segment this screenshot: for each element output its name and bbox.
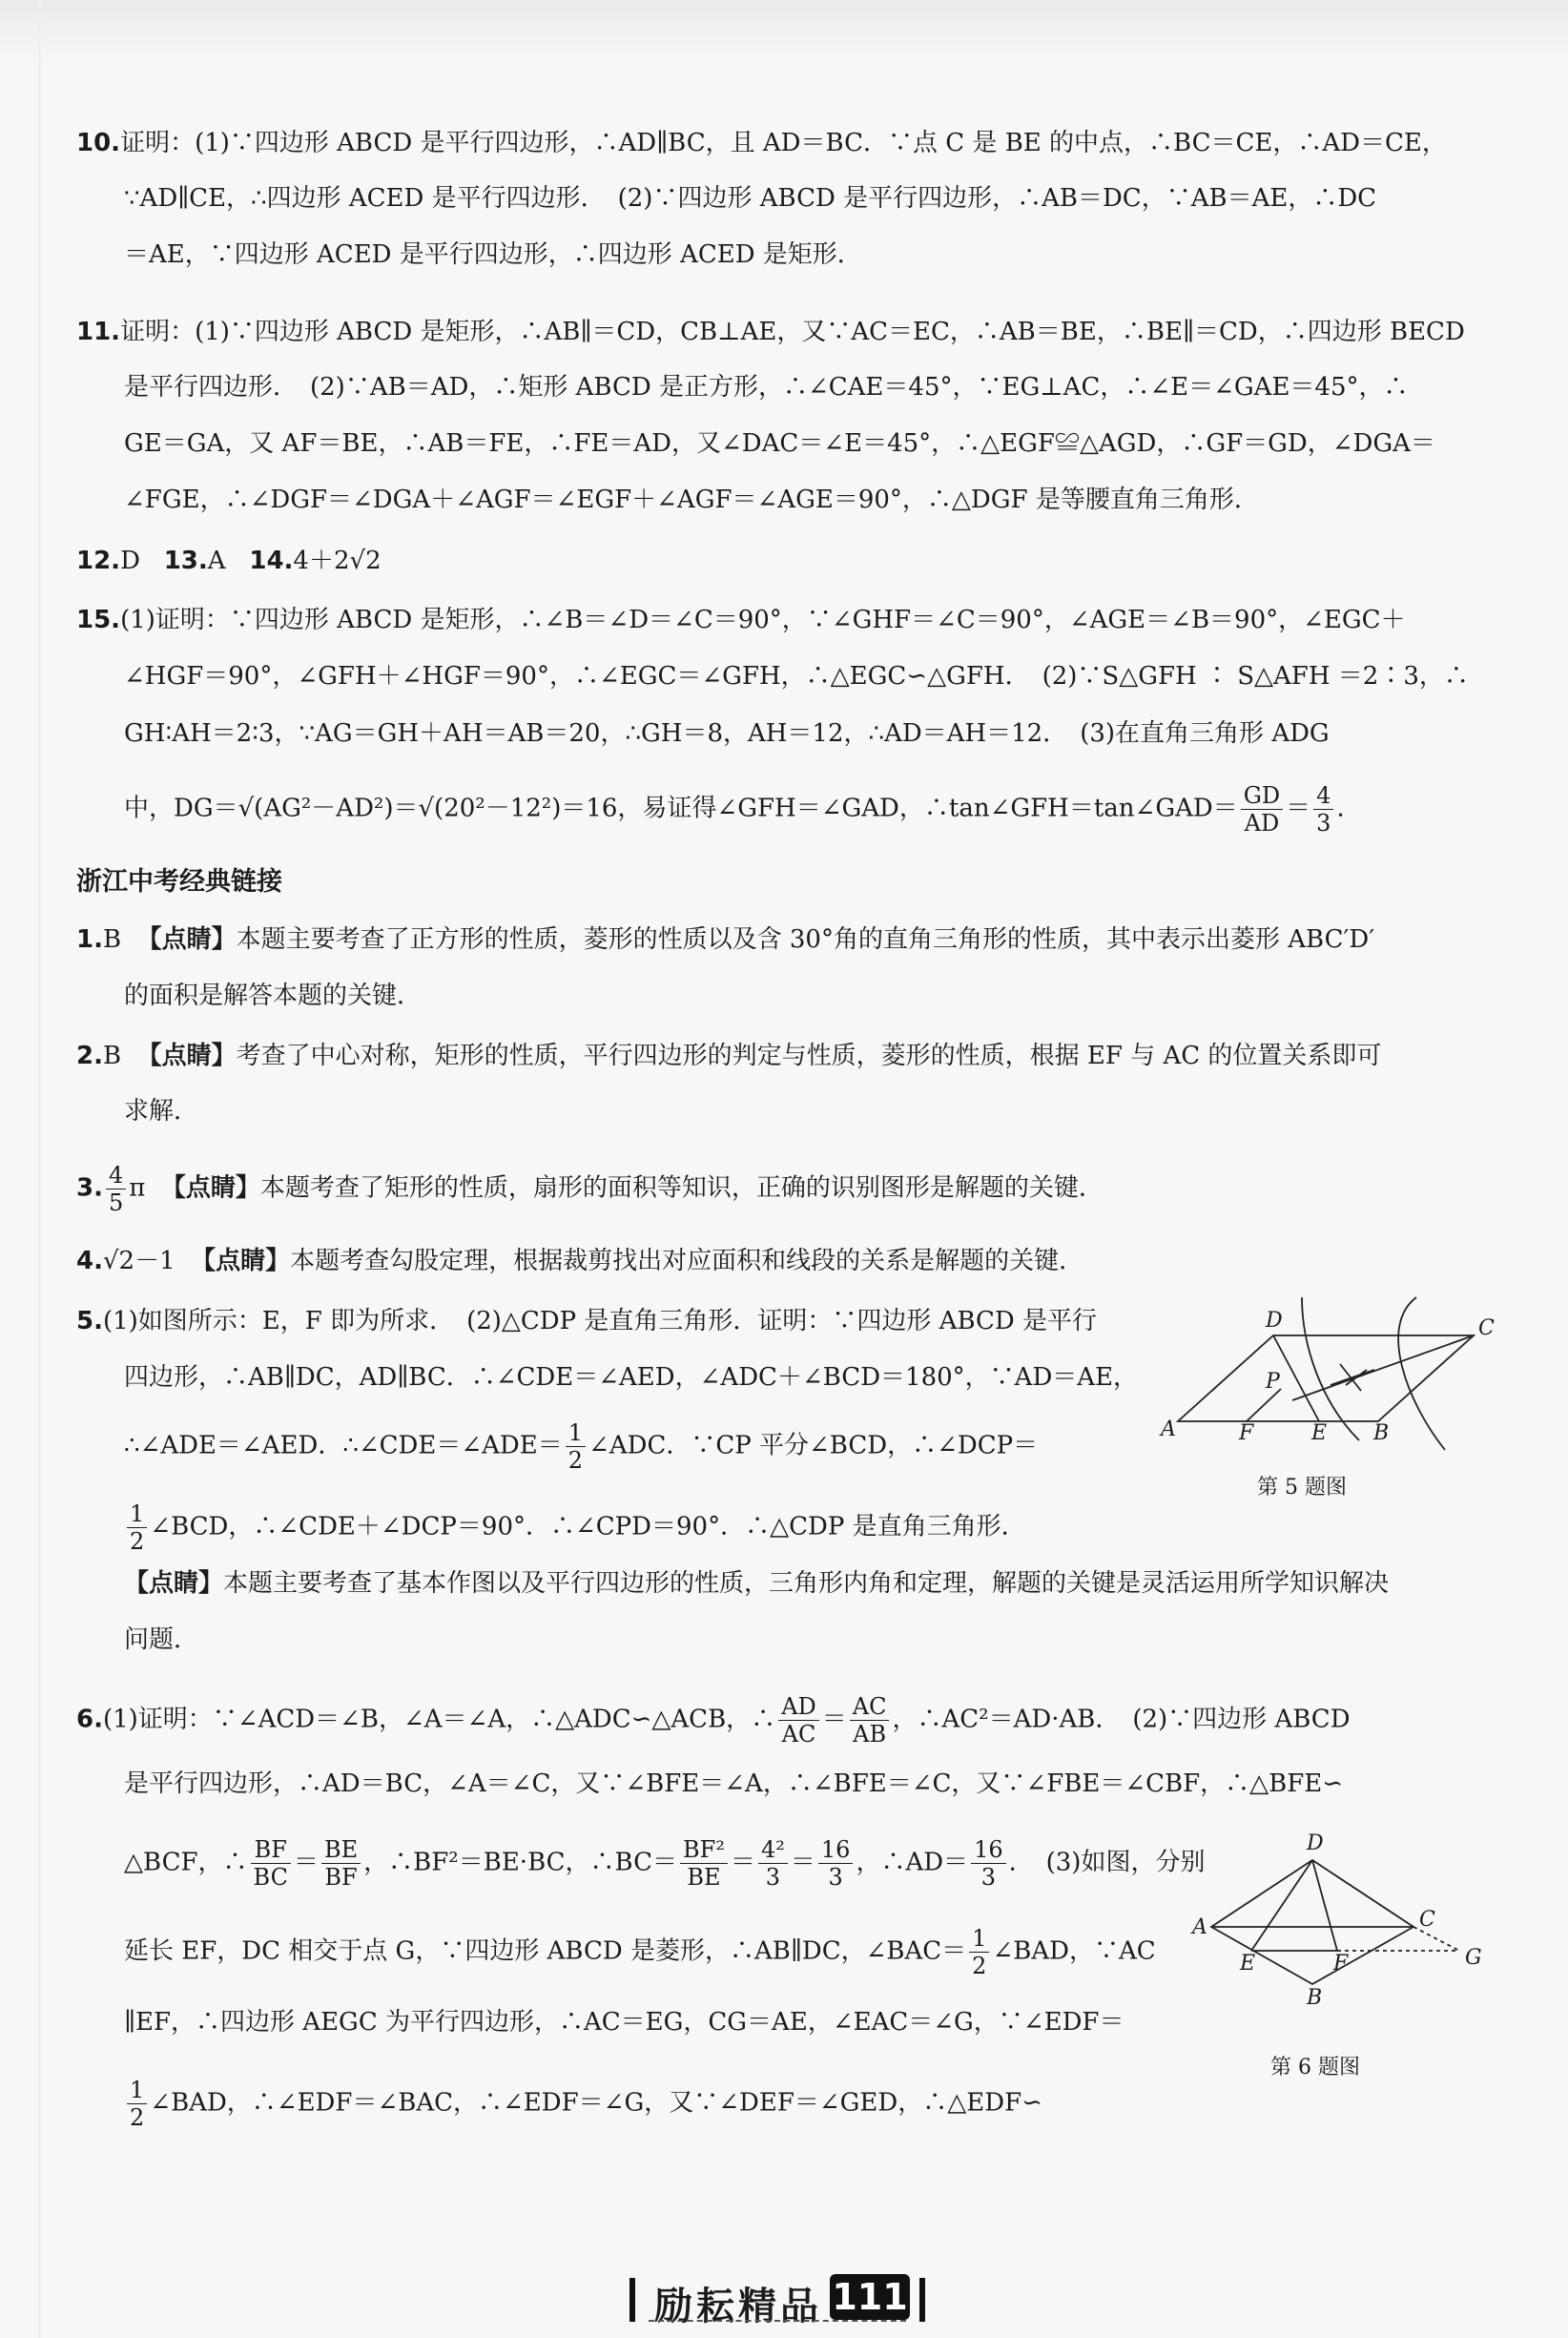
z2-answer: B	[102, 1042, 122, 1070]
z2-line-1	[76, 1037, 1381, 1075]
z4-answer: √2－1	[102, 1247, 175, 1275]
fraction-bf2-be: $\frac{\text{BF²}}{BE}$	[680, 1836, 728, 1891]
label-e: E	[1240, 1952, 1256, 1976]
label-e: E	[1311, 1421, 1328, 1445]
z1-line-2: 的面积是解答本题的关键．	[124, 982, 423, 1010]
figure-5-caption: 第 5 题图	[1257, 1476, 1347, 1500]
z2-tip-tag: 【点睛】	[136, 1042, 237, 1070]
fraction-4-5: $\frac{4}{5}$	[106, 1162, 126, 1216]
label-p: P	[1266, 1370, 1280, 1394]
z5-tip-line-1: 【点睛】本题主要考查了基本作图以及平行四边形的性质，三角形内角和定理，解题的关键是灵活运用所学知识解决	[124, 1569, 1390, 1598]
z6-line-3: △BCF，∴ $\frac{BF}{BC}$ ＝ $\frac{BE}{BF}$ ，∴BF²＝BE·BC，∴BC＝ $\frac{\text{BF²}}{BE}$ ＝ $\frac{\text{4²}}{3}$ ＝ $\frac{16}{3}$ ，∴AD＝ $\frac{16}{3}$ ． (3)如图，分别	[124, 1836, 1206, 1891]
q15-text: (1)证明：∵四边形 ABCD 是矩形，∴∠B＝∠D＝∠C＝90°，∵∠GHF＝∠C＝90°，∠AGE＝∠B＝90°，∠EGC＋	[120, 606, 1406, 634]
z4-tip-tag: 【点睛】	[191, 1247, 291, 1275]
z2-line-2: 求解．	[124, 1097, 199, 1126]
figure-6-labels	[1192, 1831, 1507, 2041]
q11-line-3: GE＝GA，又 AF＝BE，∴AB＝FE，∴FE＝AD，又∠DAC＝∠E＝45°，∴△EGF≌△AGD，∴GF＝GD，∠DGA＝	[124, 429, 1435, 458]
z3-tip-tag: 【点睛】	[160, 1173, 260, 1203]
footer-bar-left	[629, 2278, 635, 2322]
label-f: F	[1239, 1421, 1254, 1445]
footer-bar-right	[919, 2278, 925, 2322]
fraction-4sq-3: $\frac{\text{4²}}{3}$	[758, 1836, 788, 1891]
z1-tip-tag: 【点睛】	[136, 925, 237, 954]
label-a: A	[1161, 1417, 1176, 1441]
z5-text: (1)如图所示：E，F 即为所求． (2)△CDP 是直角三角形．证明：∵四边形 ABCD 是平行	[102, 1307, 1098, 1335]
fraction-ac-ab: $\frac{AC}{AB}$	[850, 1693, 890, 1748]
z6-line-6: $\frac{1}{2}$ ∠BAD，∴∠EDF＝∠BAC，∴∠EDF＝∠G，又∵∠DEF＝∠GED，∴△EDF∽	[124, 2077, 1042, 2131]
z3-text: 本题考查了矩形的性质，扇形的面积等知识，正确的识别图形是解题的关键．	[259, 1173, 1104, 1203]
fraction-be-bf: $\frac{BE}{BF}$	[321, 1836, 361, 1891]
z6-line-4: 延长 EF，DC 相交于点 G，∵四边形 ABCD 是菱形，∴AB∥DC，∠BAC＝ $\frac{1}{2}$ ∠BAD，∵AC	[124, 1925, 1156, 1979]
z5-line-1	[76, 1302, 1097, 1340]
q15-line-2: ∠HGF＝90°，∠GFH＋∠HGF＝90°，∴∠EGC＝∠GFH，∴△EGC∽△GFH． (2)∵S△GFH ∶ S△AFH ＝2∶3，∴	[124, 662, 1469, 691]
z5-tip-tag: 【点睛】	[124, 1569, 224, 1598]
z2-text: 考查了中心对称，矩形的性质，平行四边形的判定与性质，菱形的性质，根据 EF 与 AC 的位置关系即可	[236, 1042, 1382, 1070]
q11-line-4: ∠FGE，∴∠DGF＝∠DGA＋∠AGF＝∠EGF＋∠AGF＝∠AGE＝90°，∴△DGF 是等腰直角三角形．	[124, 486, 1259, 514]
q12-number: 12.	[76, 547, 121, 575]
z3-number: 3.	[76, 1173, 103, 1203]
q13-answer: A	[207, 547, 226, 575]
z2-number: 2.	[76, 1042, 103, 1070]
q14-answer: 4＋2√2	[293, 547, 382, 575]
q10-line-3: ＝AE，∵四边形 ACED 是平行四边形，∴四边形 ACED 是矩形．	[124, 240, 862, 269]
q11-text: 证明：(1)∵四边形 ABCD 是矩形，∴AB∥＝CD，CB⊥AE，又∵AC＝EC，∴AB＝BE，∴BE∥＝CD，∴四边形 BECD	[120, 318, 1465, 346]
footer-dash-line	[649, 2320, 906, 2322]
z1-text: 本题主要考查了正方形的性质，菱形的性质以及含 30°角的直角三角形的性质，其中表示出菱形 ABC′D′	[236, 925, 1375, 954]
q15-line-1	[76, 601, 1406, 639]
q11-line-1	[76, 313, 1465, 351]
fraction-bf-bc: $\frac{BF}{BC}$	[251, 1836, 291, 1891]
fraction-1-2: $\frac{1}{2}$	[127, 1500, 147, 1555]
section-title: 浙江中考经典链接	[76, 867, 282, 897]
label-d: D	[1307, 1831, 1324, 1855]
z5-number: 5.	[76, 1307, 103, 1335]
z4-text: 本题考查勾股定理，根据裁剪找出对应面积和线段的关系是解题的关键．	[290, 1247, 1084, 1275]
z5-line-2: 四边形，∴AB∥DC，AD∥BC．∴∠CDE＝∠AED，∠ADC＋∠BCD＝180°，∵AD＝AE，	[124, 1363, 1139, 1392]
label-b: B	[1307, 1986, 1323, 2010]
q12-14-line	[76, 542, 382, 580]
q14-number: 14.	[249, 547, 294, 575]
page-fold-line	[38, 0, 41, 2338]
z1-number: 1.	[76, 925, 103, 954]
fraction-16-3: $\frac{16}{3}$	[971, 1836, 1006, 1891]
z4-line	[76, 1242, 1083, 1280]
label-g: G	[1465, 1946, 1482, 1970]
q10-line-1	[76, 124, 1447, 162]
z6-line-1: 6.(1)证明：∵∠ACD＝∠B，∠A＝∠A，∴△ADC∽△ACB，∴ $\frac{AD}{AC}$ ＝ $\frac{AC}{AB}$ ，∴AC²＝AD·AB． (2)∵四边形 ABCD	[76, 1693, 1351, 1748]
scan-top-shadow	[0, 0, 1568, 67]
label-a: A	[1192, 1915, 1207, 1939]
q15-line-3: GH∶AH＝2∶3，∵AG＝GH＋AH＝AB＝20，∴GH＝8，AH＝12，∴AD＝AH＝12． (3)在直角三角形 ADG	[124, 719, 1330, 748]
q11-number: 11.	[76, 318, 121, 346]
z1-line-1	[76, 921, 1374, 959]
z6-line-5: ∥EF，∴四边形 AEGC 为平行四边形，∴AC＝EG，CG＝AE，∠EAC＝∠G，∵∠EDF＝	[124, 2008, 1124, 2037]
fraction-1-2: $\frac{1}{2}$	[127, 2077, 147, 2131]
z5-tip-line-2: 问题．	[124, 1625, 199, 1654]
z1-answer: B	[102, 925, 122, 954]
z6-line-2: 是平行四边形，∴AD＝BC，∠A＝∠C，又∵∠BFE＝∠A，∴∠BFE＝∠C，又∵∠FBE＝∠CBF，∴△BFE∽	[124, 1769, 1344, 1798]
label-d: D	[1266, 1309, 1283, 1333]
fraction-1-2: $\frac{1}{2}$	[969, 1925, 989, 1979]
fraction-1-2: $\frac{1}{2}$	[566, 1419, 586, 1474]
fraction-4-3: $\frac{4}{3}$	[1313, 782, 1333, 837]
figure-6-caption: 第 6 题图	[1270, 2056, 1360, 2079]
z6-number: 6.	[76, 1705, 103, 1734]
fraction-16-3: $\frac{16}{3}$	[818, 1836, 854, 1891]
fraction-gd-ad: $\frac{GD}{AD}$	[1241, 782, 1283, 837]
q13-number: 13.	[163, 547, 208, 575]
q15-line-4-text: 中，DG＝√(AG²－AD²)＝√(20²－12²)＝16，易证得∠GFH＝∠GAD，∴tan∠GFH＝tan∠GAD＝	[124, 794, 1238, 823]
z5-line-4: $\frac{1}{2}$ ∠BCD，∴∠CDE＋∠DCP＝90°．∴∠CPD＝90°．∴△CDP 是直角三角形．	[124, 1500, 1026, 1555]
q15-line-4: 中，DG＝√(AG²－AD²)＝√(20²－12²)＝16，易证得∠GFH＝∠GAD，∴tan∠GFH＝tan∠GAD＝ $\frac{GD}{AD}$ ＝ $\frac{4}{3}$ ．	[124, 782, 1362, 837]
z5-line-3: ∴∠ADE＝∠AED．∴∠CDE＝∠ADE＝ $\frac{1}{2}$ ∠ADC．∵CP 平分∠BCD，∴∠DCP＝	[124, 1419, 1039, 1474]
pi-symbol: π	[129, 1173, 146, 1203]
label-b: B	[1373, 1421, 1390, 1445]
label-c: C	[1419, 1908, 1435, 1932]
q12-answer: D	[120, 547, 140, 575]
z4-number: 4.	[76, 1247, 103, 1275]
q11-line-2: 是平行四边形． (2)∵AB＝AD，∴矩形 ABCD 是正方形，∴∠CAE＝45°，∵EG⊥AC，∴∠E＝∠GAE＝45°，∴	[124, 373, 1409, 402]
q10-number: 10.	[76, 129, 121, 157]
page-number: 111	[830, 2274, 910, 2320]
footer	[629, 2272, 944, 2326]
z3-line	[76, 1162, 1104, 1216]
q10-text: 证明：(1)∵四边形 ABCD 是平行四边形，∴AD∥BC，且 AD＝BC．∵点 C 是 BE 的中点，∴BC＝CE，∴AD＝CE，	[120, 129, 1447, 157]
footer-brand: 励耘精品	[654, 2285, 822, 2328]
label-f: F	[1333, 1952, 1349, 1976]
fraction-ad-ac: $\frac{AD}{AC}$	[778, 1693, 819, 1748]
label-c: C	[1478, 1316, 1495, 1340]
q15-number: 15.	[76, 606, 121, 634]
figure-5-labels	[1159, 1288, 1502, 1469]
q10-line-2: ∵AD∥CE，∴四边形 ACED 是平行四边形． (2)∵四边形 ABCD 是平行四边形，∴AB＝DC，∵AB＝AE，∴DC	[124, 184, 1377, 213]
